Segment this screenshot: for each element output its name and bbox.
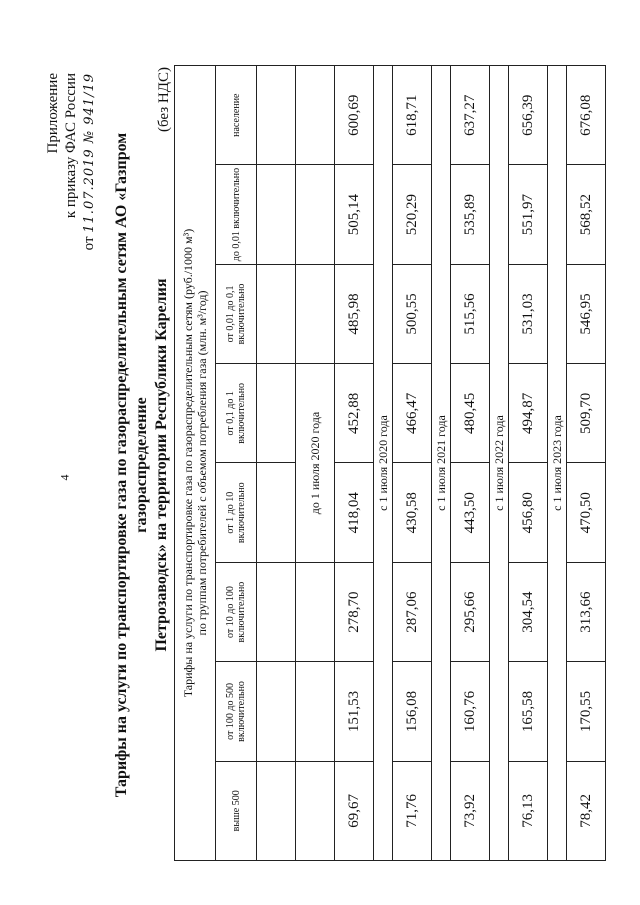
- tariff-value: 71,76: [393, 761, 432, 860]
- tariff-value: 313,66: [567, 562, 606, 661]
- empty-cell: [296, 66, 335, 165]
- tariff-value: 170,55: [567, 662, 606, 761]
- tariff-value: 509,70: [567, 364, 606, 463]
- caption-line-1: Тарифы на услуги по транспортировке газа по газораспределительным сетям (руб./1000 м³): [181, 228, 195, 698]
- appendix-order-ref: к приказу ФАС России: [63, 73, 79, 219]
- value-row: [393, 66, 432, 861]
- column-header: выше 500: [216, 761, 257, 860]
- column-header: от 0,1 до 1 включительно: [216, 364, 257, 463]
- period-row: [374, 66, 393, 861]
- tariff-value: 676,08: [567, 66, 606, 165]
- tariff-value: 480,45: [451, 364, 490, 463]
- tariff-value: 278,70: [335, 562, 374, 661]
- empty-cell: [257, 562, 296, 661]
- tariff-value: 600,69: [335, 66, 374, 165]
- tariff-value: 156,08: [393, 662, 432, 761]
- tariff-table: [174, 65, 606, 861]
- tariff-value: 551,97: [509, 165, 548, 264]
- caption-row: [175, 66, 216, 861]
- vat-note: (без НДС): [156, 67, 172, 133]
- tariff-value: 494,87: [509, 364, 548, 463]
- empty-cell: [296, 761, 335, 860]
- empty-cell: [296, 264, 335, 363]
- empty-cell: [296, 562, 335, 661]
- column-header: население: [216, 66, 257, 165]
- empty-cell: [257, 761, 296, 860]
- page-number: 4: [57, 474, 72, 481]
- tariff-value: 470,50: [567, 463, 606, 562]
- column-header: до 0,01 включительно: [216, 165, 257, 264]
- tariff-value: 76,13: [509, 761, 548, 860]
- tariff-value: 304,54: [509, 562, 548, 661]
- tariff-value: 151,53: [335, 662, 374, 761]
- tariff-value: 656,39: [509, 66, 548, 165]
- period-row: [548, 66, 567, 861]
- tariff-value: 546,95: [567, 264, 606, 363]
- value-row: [335, 66, 374, 861]
- empty-cell: [257, 264, 296, 363]
- empty-cell: [257, 463, 296, 562]
- spacer-row: [257, 66, 296, 861]
- tariff-value: 430,58: [393, 463, 432, 562]
- period-label: с 1 июля 2021 года: [432, 66, 451, 861]
- tariff-value: 637,27: [451, 66, 490, 165]
- tariff-value: 78,42: [567, 761, 606, 860]
- caption-line-2: по группам потребителей с объемом потребления газа (млн. м³/год): [195, 290, 209, 636]
- tariff-value: 73,92: [451, 761, 490, 860]
- document-title: [112, 65, 172, 865]
- tariff-value: 165,58: [509, 662, 548, 761]
- table-caption: [175, 66, 216, 861]
- period-row: [432, 66, 451, 861]
- tariff-value: 456,80: [509, 463, 548, 562]
- column-header: от 100 до 500 включительно: [216, 662, 257, 761]
- empty-cell: [257, 66, 296, 165]
- appendix-date-prefix: от: [81, 236, 97, 251]
- column-header: от 1 до 10 включительно: [216, 463, 257, 562]
- period-label: с 1 июля 2020 года: [374, 66, 393, 861]
- tariff-value: 568,52: [567, 165, 606, 264]
- title-line-1: Тарифы на услуги по транспортировке газа по газораспределительным сетям АО «Газпром газораспределение: [113, 132, 150, 798]
- value-row: [509, 66, 548, 861]
- tariff-value: 452,88: [335, 364, 374, 463]
- empty-cell: [257, 662, 296, 761]
- period-label: с 1 июля 2023 года: [548, 66, 567, 861]
- tariff-value: 531,03: [509, 264, 548, 363]
- empty-cell: [257, 364, 296, 463]
- handwritten-order-number: 11.07.2019 № 941/19: [82, 73, 97, 233]
- column-header-row: [216, 66, 257, 861]
- tariff-value: 618,71: [393, 66, 432, 165]
- title-line-2: Петрозаводск» на территории Республики Карелия: [153, 278, 170, 652]
- tariff-value: 485,98: [335, 264, 374, 363]
- appendix-order-date: [80, 73, 99, 250]
- tariff-value: 418,04: [335, 463, 374, 562]
- tariff-value: 287,06: [393, 562, 432, 661]
- appendix-label: Приложение: [45, 73, 61, 154]
- empty-cell: [296, 662, 335, 761]
- period-label: до 1 июля 2020 года: [296, 364, 335, 563]
- empty-cell: [257, 165, 296, 264]
- value-row: [451, 66, 490, 861]
- tariff-value: 515,56: [451, 264, 490, 363]
- tariff-value: 443,50: [451, 463, 490, 562]
- tariff-value: 505,14: [335, 165, 374, 264]
- period-row: [490, 66, 509, 861]
- empty-cell: [296, 165, 335, 264]
- column-header: от 10 до 100 включительно: [216, 562, 257, 661]
- tariff-value: 500,55: [393, 264, 432, 363]
- tariff-value: 69,67: [335, 761, 374, 860]
- tariff-value: 520,29: [393, 165, 432, 264]
- column-header: от 0,01 до 0,1 включительно: [216, 264, 257, 363]
- tariff-value: 160,76: [451, 662, 490, 761]
- tariff-value: 295,66: [451, 562, 490, 661]
- tariff-value: 535,89: [451, 165, 490, 264]
- value-row: [567, 66, 606, 861]
- period-row: [296, 66, 335, 861]
- period-label: с 1 июля 2022 года: [490, 66, 509, 861]
- tariff-value: 466,47: [393, 364, 432, 463]
- rotated-page-content: [40, 65, 594, 865]
- appendix-block: [44, 73, 99, 250]
